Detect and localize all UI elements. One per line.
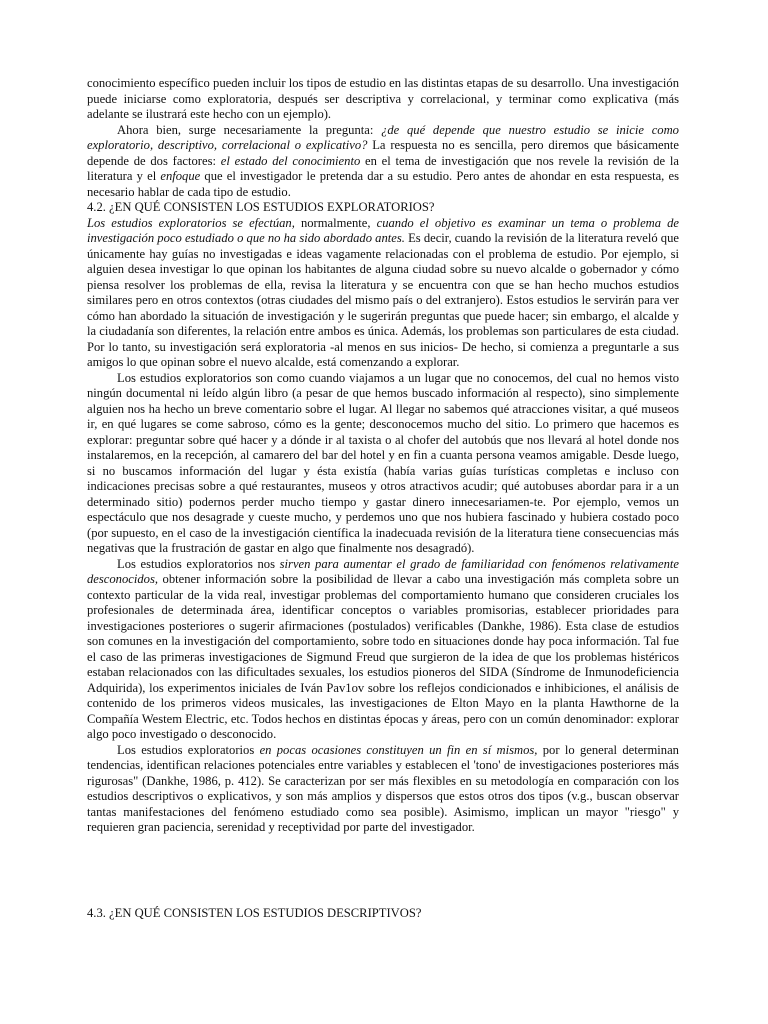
paragraph-tendencies: Los estudios exploratorios en pocas ocasiones constituyen un fin en sí mismos, por lo general determinan tendencias, identifican relaciones potenciales entre variables y establecen el 'tono' de investigaciones posteriores más rigurosas" (Dankhe, 1986, p. 412). Se caracterizan por ser más flexibles en su metodología en comparación con los estudios descriptivos o explicativos, y son más amplios y dispersos que estos otros dos tipos (v.g., buscan observar tantas manifestaciones del fenómeno estudiado como sea posible). Asimismo, implican un mayor "riesgo" y requieren gran paciencia, serenidad y receptividad por parte del investigador.	[87, 742, 679, 834]
paragraph-question: Ahora bien, surge necesariamente la pregunta: ¿de qué depende que nuestro estudio se inicie como exploratorio, descriptivo, correlacional o explicativo? La respuesta no es sencilla, pero diremos que básicamente depende de dos factores: el estado del conocimiento en el tema de investigación que nos revele la revisión de la literatura y el enfoque que el investigador le pretenda dar a su estudio. Pero antes de ahondar en esta respuesta, es necesario hablar de cada tipo de estudio.	[87, 122, 679, 199]
paragraph-travel-analogy: Los estudios exploratorios son como cuando viajamos a un lugar que no conocemos, del cual no hemos visto ningún documental ni leído algún libro (a pesar de que hemos buscado información al respecto), sino simplemente alguien nos ha hecho un breve comentario sobre el lugar. Al llegar no sabemos qué atracciones visitar, a qué museos ir, en qué lugares se come sabroso, cómo es la gente; desconocemos mucho del sitio. Lo primero que hacemos es explorar: preguntar sobre qué hacer y a dónde ir al taxista o al chofer del autobús que nos llevará al hotel donde nos instalaremos, en la recepción, al camarero del bar del hotel y en fin a cuanta persona veamos amigable. Desde luego, si no buscamos información del lugar y ésta existía (había varias guías turísticas completas e incluso con indicaciones precisas sobre a qué restaurantes, museos y otros atractivos acudir; qué autobuses abordar para ir a un determinado sitio) podernos perder mucho tiempo y gastar dinero innecesariamen-te. Por ejemplo, vemos un espectáculo que nos desagrade y cueste mucho, y perdemos uno que nos hubiera fascinado y hubiera costado poco (por supuesto, en el caso de la investigación científica la inadecuada revisión de la literatura tiene consecuencias más negativas que la frustración de gastar en algo que finalmente nos desagradó).	[87, 370, 679, 555]
paragraph-intro: conocimiento específico pueden incluir los tipos de estudio en las distintas etapas de su desarrollo. Una investigación puede iniciarse como exploratoria, después ser descriptiva y correlacional, y terminar como explicativa (más adelante se ilustrará este hecho con un ejemplo).	[87, 76, 679, 121]
document-page	[87, 76, 679, 836]
section-heading-4-3: 4.3. ¿EN QUÉ CONSISTEN LOS ESTUDIOS DESCRIPTIVOS?	[87, 906, 422, 920]
paragraph-exploratory-definition: Los estudios exploratorios se efectúan, normalmente, cuando el objetivo es examinar un tema o problema de investigación poco estudiado o que no ha sido abordado antes. Es decir, cuando la revisión de la literatura reveló que únicamente hay guías no investigadas e ideas vagamente relacionadas con el problema de estudio. Por ejemplo, si alguien desea investigar lo que opinan los habitantes de alguna ciudad sobre su nuevo alcalde o gobernador y cómo piensa resolver los problemas de ella, revisa la literatura y se encuentra con que se han hecho muchos estudios similares pero en otros contextos (otras ciudades del mismo país o del extranjero). Estos estudios le servirán para ver cómo han abordado la situación de investigación y le sugerirán preguntas que puede hacer; sin embargo, el alcalde y la ciudadanía son diferentes, la relación entre ambos es única. Además, los problemas son particulares de esta ciudad. Por lo tanto, su investigación será exploratoria -al menos en sus inicios- De hecho, si comienza a preguntarle a sus amigos lo que opinan sobre el nuevo alcalde, está comenzando a explorar.	[87, 215, 679, 369]
section-heading-4-2: 4.2. ¿EN QUÉ CONSISTEN LOS ESTUDIOS EXPLORATORIOS?	[87, 200, 435, 214]
paragraph-familiarity: Los estudios exploratorios nos sirven para aumentar el grado de familiaridad con fenómenos relativamente desconocidos, obtener información sobre la posibilidad de llevar a cabo una investigación más completa sobre un contexto particular de la vida real, investigar problemas del comportamiento humano que consideren cruciales los profesionales de determinada área, identificar conceptos o variables promisorias, establecer prioridades para investigaciones posteriores o sugerir afirmaciones (postulados) verificables (Dankhe, 1986). Esta clase de estudios son comunes en la investigación del comportamiento, sobre todo en situaciones donde hay poca información. Tal fue el caso de las primeras investigaciones de Sigmund Freud que surgieron de la idea de que los problemas histéricos estaban relacionados con las dificultades sexuales, los estudios pioneros del SIDA (Síndrome de Inmunodeficiencia Adquirida), los experimentos iniciales de Iván Pav1ov sobre los reflejos condicionados e inhibiciones, el análisis de contenido de los primeros videos musicales, las investigaciones de Elton Mayo en la planta Hawthorne de la Compañía Westem Electric, etc. Todos hechos en distintas épocas y áreas, pero con un común denominador: explorar algo poco investigado o desconocido.	[87, 556, 679, 741]
